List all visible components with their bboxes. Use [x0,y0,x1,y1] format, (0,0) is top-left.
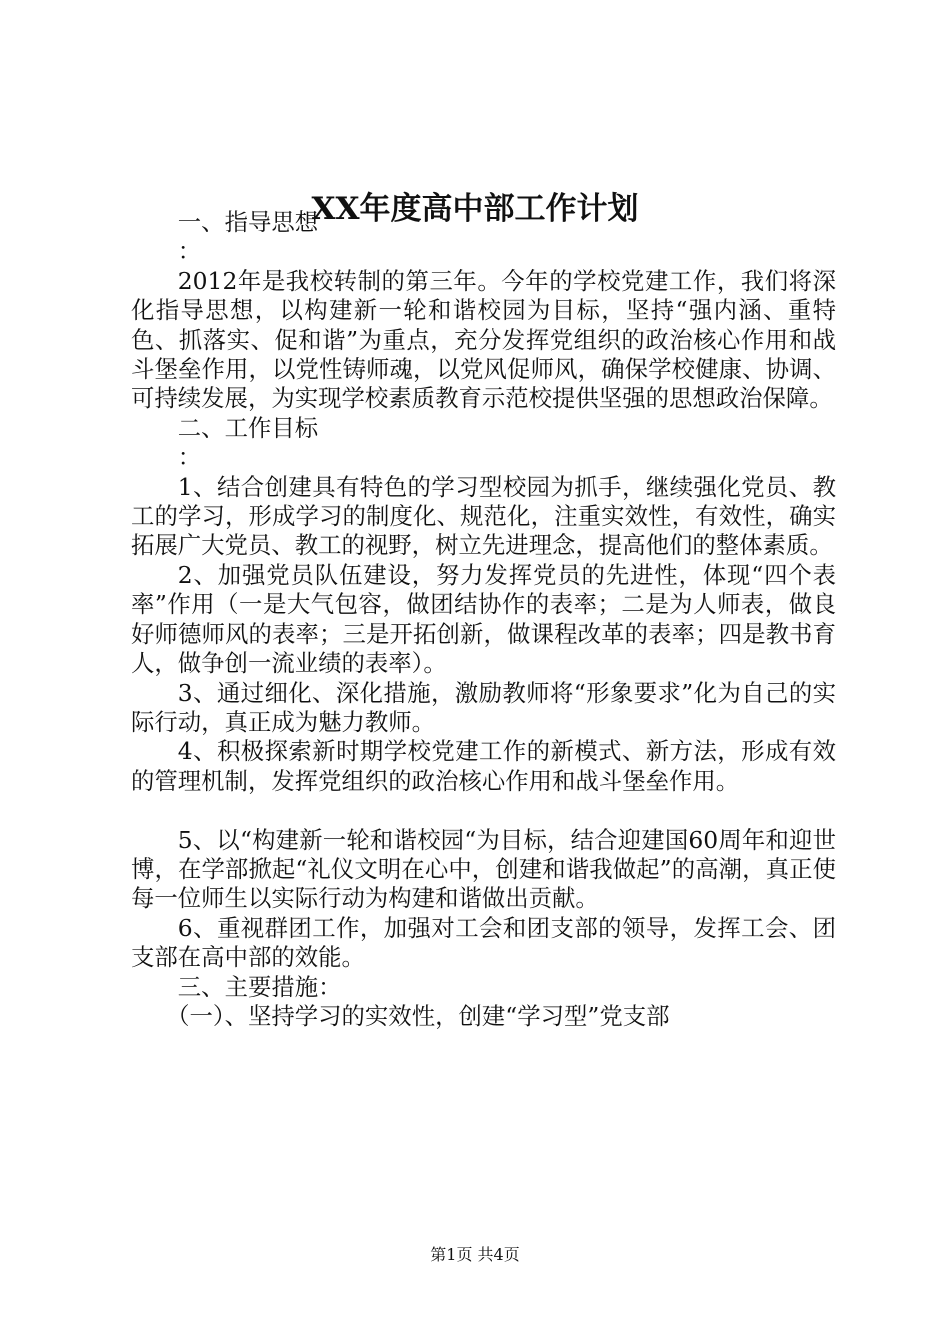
goal-item-5: 5、以“构建新一轮和谐校园“为目标，结合迎建国60周年和迎世博，在学部掀起“礼仪文明在心中，创建和谐我做起”的高潮，真正使每一位师生以实际行动为构建和谐做出贡献。 [131,825,836,913]
goal-item-6: 6、重视群团工作，加强对工会和团支部的领导，发挥工会、团支部在高中部的效能。 [131,913,836,972]
goal-item-4: 4、积极探索新时期学校党建工作的新模式、新方法，形成有效的管理机制，发挥党组织的政治核心作用和战斗堡垒作用。 [131,737,836,795]
section-heading-guiding-ideology: 一、指导思想 [177,208,319,236]
document-body [131,208,836,1031]
section-heading-main-measures: 三、主要措施： [177,972,342,1001]
goal-item-2: 2、加强党员队伍建设，努力发挥党员的先进性，体现“四个表率”作用（一是大气包容，做团结协作的表率；二是为人师表，做良好师德师风的表率；三是开拓创新，做课程改革的表率；四是教书育人，做争创一流业绩的表率）。 [131,560,836,678]
goal-item-1: 1、结合创建具有特色的学习型校园为抓手，继续强化党员、教工的学习，形成学习的制度化、规范化，注重实效性，有效性，确实拓展广大党员、教工的视野，树立先进理念，提高他们的整体素质。 [131,472,836,560]
blank-line [131,796,836,825]
goal-item-3: 3、通过细化、深化措施，激励教师将“形象要求”化为自己的实际行动，真正成为魅力教师。 [131,678,836,736]
colon-line: ： [177,237,202,266]
measure-heading-1: （一）、坚持学习的实效性，创建“学习型”党支部 [166,1001,670,1030]
page-footer: 第1页 共4页 [430,1245,520,1264]
section-heading-work-goals: 二、工作目标 [177,413,319,442]
paragraph-guiding-ideology: 2012年是我校转制的第三年。今年的学校党建工作，我们将深化指导思想，以构建新一轮和谐校园为目标，坚持“强内涵、重特色、抓落实、促和谐”为重点，充分发挥党组织的政治核心作用和战斗堡垒作用，以党性铸师魂，以党风促师风，确保学校健康、协调、可持续发展，为实现学校素质教育示范校提供坚强的思想政治保障。 [131,266,836,413]
document-title: XX年度高中部工作计划 [311,191,639,227]
colon-line: ： [177,443,202,472]
